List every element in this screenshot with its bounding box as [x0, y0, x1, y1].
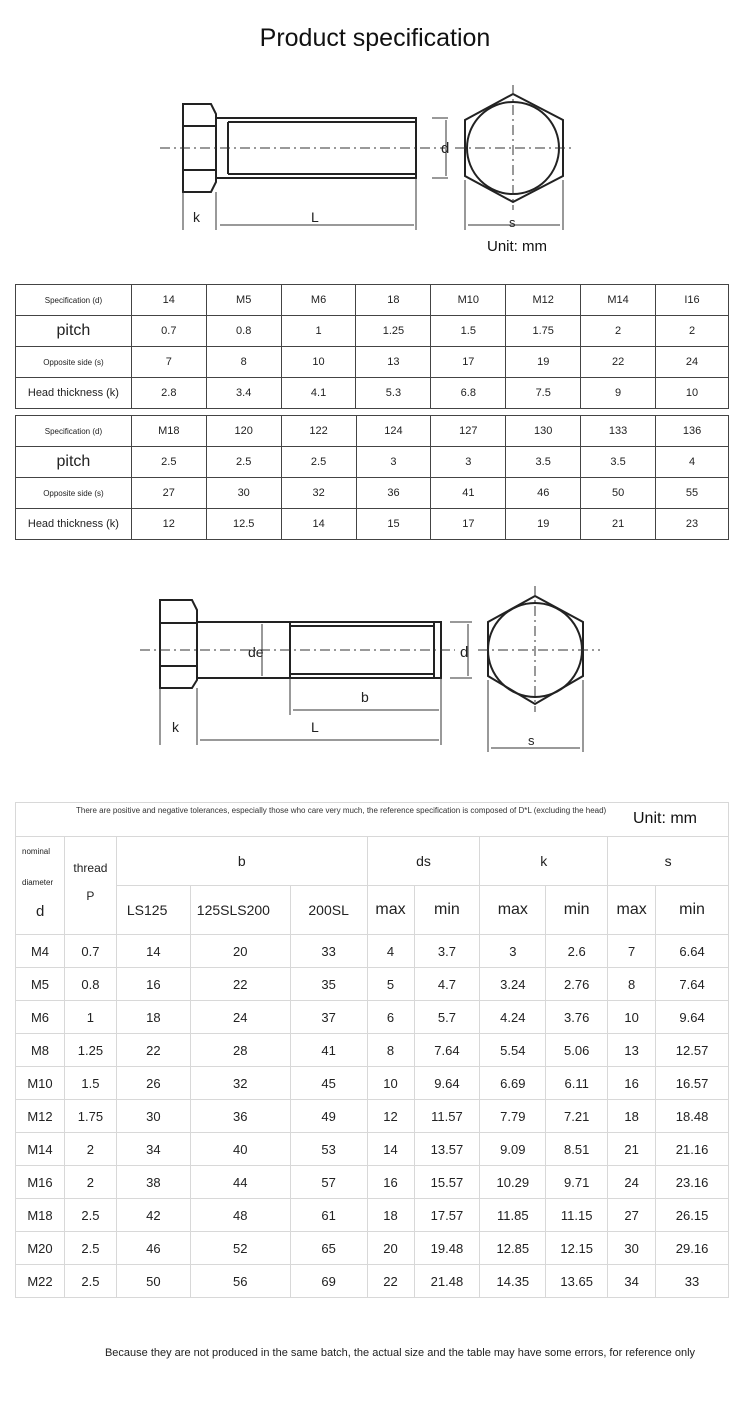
- table-cell: 3.7: [414, 935, 480, 968]
- k-header: k: [480, 837, 608, 886]
- d2-label: d: [460, 644, 469, 661]
- table-cell: 22: [581, 347, 656, 378]
- row-label: pitch: [16, 316, 132, 347]
- table-cell: 5.7: [414, 1001, 480, 1034]
- table-cell: 42: [116, 1199, 190, 1232]
- table-cell: 41: [290, 1034, 367, 1067]
- table-cell: M20: [16, 1232, 65, 1265]
- table-cell: 3.24: [480, 968, 546, 1001]
- table-row: [16, 447, 729, 478]
- table-cell: 6.69: [480, 1067, 546, 1100]
- row-label: Specification (d): [16, 416, 132, 447]
- table-row: [16, 347, 729, 378]
- table-cell: 30: [608, 1232, 656, 1265]
- table-cell: 23: [656, 509, 729, 540]
- table-cell: 2: [64, 1133, 116, 1166]
- table-cell: 12.15: [546, 1232, 608, 1265]
- table-cell: 2.5: [64, 1232, 116, 1265]
- table-cell: 2.5: [206, 447, 281, 478]
- table-cell: 5.54: [480, 1034, 546, 1067]
- bolt-drawing-full-thread: [0, 80, 750, 240]
- table-cell: 1.25: [64, 1034, 116, 1067]
- table-cell: 34: [116, 1133, 190, 1166]
- spec-table-1: [15, 284, 729, 409]
- table-cell: 16: [367, 1166, 414, 1199]
- table-cell: 17: [431, 347, 506, 378]
- table-cell: 9.64: [656, 1001, 729, 1034]
- table-cell: 10: [367, 1067, 414, 1100]
- table-cell: 49: [290, 1100, 367, 1133]
- table-cell: 2.5: [131, 447, 206, 478]
- table-cell: 3: [480, 935, 546, 968]
- table-cell: M16: [16, 1166, 65, 1199]
- table-cell: 10: [608, 1001, 656, 1034]
- dimensions-table: [15, 836, 729, 1298]
- row-label: Specification (d): [16, 285, 132, 316]
- table-cell: 5.3: [356, 378, 431, 409]
- table-cell: 65: [290, 1232, 367, 1265]
- table-cell: 3.5: [581, 447, 656, 478]
- table-cell: 18.48: [656, 1100, 729, 1133]
- table-cell: 133: [581, 416, 656, 447]
- table-cell: 17.57: [414, 1199, 480, 1232]
- table-cell: 36: [356, 478, 431, 509]
- table-cell: 46: [506, 478, 581, 509]
- table-cell: 20: [367, 1232, 414, 1265]
- table-cell: 4.1: [281, 378, 356, 409]
- table-cell: 1.75: [64, 1100, 116, 1133]
- table-cell: M4: [16, 935, 65, 968]
- table-cell: 30: [116, 1100, 190, 1133]
- thread-header: thread P: [64, 837, 116, 935]
- table-cell: 136: [656, 416, 729, 447]
- table-cell: M6: [281, 285, 356, 316]
- table-cell: 41: [431, 478, 506, 509]
- table-cell: 4: [367, 935, 414, 968]
- k2-label: k: [172, 719, 179, 735]
- table-header-row: [16, 837, 729, 886]
- s-label: s: [509, 215, 516, 230]
- table-cell: 35: [290, 968, 367, 1001]
- b-sub-ls125: LS125: [116, 886, 190, 935]
- table-cell: 19: [506, 509, 581, 540]
- table-cell: 8: [367, 1034, 414, 1067]
- table-cell: 127: [431, 416, 506, 447]
- table-cell: 56: [190, 1265, 290, 1298]
- d-label: d: [441, 140, 450, 157]
- table-cell: 2.5: [64, 1265, 116, 1298]
- table-cell: 21: [608, 1133, 656, 1166]
- L2-label: L: [311, 719, 319, 735]
- table-cell: 1.5: [64, 1067, 116, 1100]
- table-cell: 4: [656, 447, 729, 478]
- b-sub-200sl: 200SL: [290, 886, 367, 935]
- table-cell: 2: [64, 1166, 116, 1199]
- table-row: [16, 1232, 729, 1265]
- table-cell: M14: [16, 1133, 65, 1166]
- table-cell: 12: [131, 509, 206, 540]
- table-cell: 5: [367, 968, 414, 1001]
- table-cell: 24: [608, 1166, 656, 1199]
- unit-label: Unit: mm: [487, 238, 547, 255]
- k-label: k: [193, 209, 200, 225]
- table-cell: 2.8: [131, 378, 206, 409]
- table-cell: 19: [506, 347, 581, 378]
- table-cell: M5: [206, 285, 281, 316]
- table-cell: M18: [131, 416, 206, 447]
- table-cell: 52: [190, 1232, 290, 1265]
- table-cell: 48: [190, 1199, 290, 1232]
- table-cell: 57: [290, 1166, 367, 1199]
- table-cell: 13: [356, 347, 431, 378]
- table-cell: 2.76: [546, 968, 608, 1001]
- table-cell: 27: [608, 1199, 656, 1232]
- table-cell: 14: [116, 935, 190, 968]
- de-label: de: [248, 644, 264, 660]
- table-cell: 10: [656, 378, 729, 409]
- table-cell: 2: [656, 316, 729, 347]
- table-cell: 14: [367, 1133, 414, 1166]
- table-cell: 33: [290, 935, 367, 968]
- table-cell: M5: [16, 968, 65, 1001]
- table-cell: 1.25: [356, 316, 431, 347]
- table-row: [16, 1265, 729, 1298]
- table-row: [16, 478, 729, 509]
- b-label: b: [361, 689, 369, 705]
- table-cell: 26: [116, 1067, 190, 1100]
- table-cell: 130: [506, 416, 581, 447]
- table-cell: 19.48: [414, 1232, 480, 1265]
- table-cell: 0.8: [64, 968, 116, 1001]
- table-cell: 10.29: [480, 1166, 546, 1199]
- table-cell: 16: [116, 968, 190, 1001]
- table-cell: 7.79: [480, 1100, 546, 1133]
- table-row: [16, 1133, 729, 1166]
- table-cell: M8: [16, 1034, 65, 1067]
- table-row: [16, 935, 729, 968]
- table-cell: 27: [131, 478, 206, 509]
- table-cell: 9.09: [480, 1133, 546, 1166]
- s-header: s: [608, 837, 729, 886]
- ds-header: ds: [367, 837, 480, 886]
- b-sub-125sls200: 125SLS200: [190, 886, 290, 935]
- table-cell: 22: [190, 968, 290, 1001]
- table-cell: 21.16: [656, 1133, 729, 1166]
- table-cell: 11.57: [414, 1100, 480, 1133]
- table-cell: 50: [581, 478, 656, 509]
- table-cell: 7.5: [506, 378, 581, 409]
- table-cell: 16: [608, 1067, 656, 1100]
- tolerance-note: There are positive and negative tolerances, especially those who care very much, the reference specification is composed of D*L (excluding the head): [76, 806, 607, 815]
- table-cell: 21: [581, 509, 656, 540]
- table-cell: 33: [656, 1265, 729, 1298]
- table-cell: 2.5: [64, 1199, 116, 1232]
- table-cell: 15.57: [414, 1166, 480, 1199]
- table-cell: 6.8: [431, 378, 506, 409]
- table-cell: 7.64: [414, 1034, 480, 1067]
- table-cell: 9: [581, 378, 656, 409]
- table-cell: M6: [16, 1001, 65, 1034]
- table-cell: 0.7: [64, 935, 116, 968]
- table-cell: 8: [608, 968, 656, 1001]
- table-cell: 45: [290, 1067, 367, 1100]
- table-cell: 32: [190, 1067, 290, 1100]
- table-cell: M10: [431, 285, 506, 316]
- table-cell: 38: [116, 1166, 190, 1199]
- table-cell: 7.64: [656, 968, 729, 1001]
- table-cell: 5.06: [546, 1034, 608, 1067]
- table-cell: 55: [656, 478, 729, 509]
- table-row: [16, 1199, 729, 1232]
- table-cell: M18: [16, 1199, 65, 1232]
- table-cell: 2.5: [281, 447, 356, 478]
- table-cell: 3.76: [546, 1001, 608, 1034]
- table-cell: 9.71: [546, 1166, 608, 1199]
- table-cell: 13: [608, 1034, 656, 1067]
- table-cell: 6.11: [546, 1067, 608, 1100]
- table-cell: 7: [131, 347, 206, 378]
- table-cell: 29.16: [656, 1232, 729, 1265]
- table-cell: 32: [281, 478, 356, 509]
- table-row: [16, 378, 729, 409]
- row-label: Head thickness (k): [16, 378, 132, 409]
- table-cell: 12.5: [206, 509, 281, 540]
- table-cell: 1: [281, 316, 356, 347]
- table-cell: 69: [290, 1265, 367, 1298]
- table-cell: 6: [367, 1001, 414, 1034]
- table-cell: 8.51: [546, 1133, 608, 1166]
- table-cell: 14: [281, 509, 356, 540]
- table-cell: 4.7: [414, 968, 480, 1001]
- table-cell: 30: [206, 478, 281, 509]
- table-cell: 3: [431, 447, 506, 478]
- table-cell: 3.5: [506, 447, 581, 478]
- s-max: max: [608, 886, 656, 935]
- table-cell: 1.5: [431, 316, 506, 347]
- table-cell: 14.35: [480, 1265, 546, 1298]
- table-cell: 0.8: [206, 316, 281, 347]
- table-cell: 13.57: [414, 1133, 480, 1166]
- spec-table-2: [15, 415, 729, 540]
- table-cell: 120: [206, 416, 281, 447]
- ds-min: min: [414, 886, 480, 935]
- table-cell: 13.65: [546, 1265, 608, 1298]
- table-cell: 50: [116, 1265, 190, 1298]
- table-cell: 11.15: [546, 1199, 608, 1232]
- table-cell: 124: [356, 416, 431, 447]
- table-row: [16, 1100, 729, 1133]
- b-header: b: [116, 837, 367, 886]
- table-cell: 8: [206, 347, 281, 378]
- table-cell: M12: [506, 285, 581, 316]
- table-cell: 16.57: [656, 1067, 729, 1100]
- table-cell: 18: [608, 1100, 656, 1133]
- table-cell: 7.21: [546, 1100, 608, 1133]
- table-cell: 1.75: [506, 316, 581, 347]
- table-cell: 4.24: [480, 1001, 546, 1034]
- table-cell: 26.15: [656, 1199, 729, 1232]
- table-cell: 10: [281, 347, 356, 378]
- table-cell: 3.4: [206, 378, 281, 409]
- table-cell: 21.48: [414, 1265, 480, 1298]
- page-title: Product specification: [259, 24, 491, 52]
- table-cell: 24: [656, 347, 729, 378]
- table-cell: 28: [190, 1034, 290, 1067]
- table-cell: 6.64: [656, 935, 729, 968]
- k-min: min: [546, 886, 608, 935]
- table-cell: 15: [356, 509, 431, 540]
- table-row: [16, 285, 729, 316]
- table-cell: 2: [581, 316, 656, 347]
- row-label: Opposite side (s): [16, 478, 132, 509]
- table-cell: 22: [116, 1034, 190, 1067]
- L-label: L: [311, 209, 319, 225]
- table-cell: 3: [356, 447, 431, 478]
- table-cell: 17: [431, 509, 506, 540]
- table-cell: 22: [367, 1265, 414, 1298]
- table-subheader-row: [16, 886, 729, 935]
- table-cell: 0.7: [131, 316, 206, 347]
- table-cell: 18: [116, 1001, 190, 1034]
- row-label: pitch: [16, 447, 132, 478]
- table-row: [16, 968, 729, 1001]
- table-cell: 12: [367, 1100, 414, 1133]
- table-cell: M22: [16, 1265, 65, 1298]
- table-cell: M12: [16, 1100, 65, 1133]
- table-cell: 34: [608, 1265, 656, 1298]
- table-cell: 2.6: [546, 935, 608, 968]
- table-cell: 40: [190, 1133, 290, 1166]
- table-cell: 37: [290, 1001, 367, 1034]
- row-label: Opposite side (s): [16, 347, 132, 378]
- table-row: [16, 509, 729, 540]
- table-cell: 20: [190, 935, 290, 968]
- table-cell: I16: [656, 285, 729, 316]
- table-cell: 36: [190, 1100, 290, 1133]
- table-cell: 23.16: [656, 1166, 729, 1199]
- table-row: [16, 1001, 729, 1034]
- ds-max: max: [367, 886, 414, 935]
- table-row: [16, 1166, 729, 1199]
- table-cell: 24: [190, 1001, 290, 1034]
- table-cell: 7: [608, 935, 656, 968]
- table-cell: 61: [290, 1199, 367, 1232]
- row-label: Head thickness (k): [16, 509, 132, 540]
- bolt-drawing-partial-thread: [0, 580, 750, 760]
- table-row: [16, 316, 729, 347]
- table-cell: 12.85: [480, 1232, 546, 1265]
- k-max: max: [480, 886, 546, 935]
- table-cell: 11.85: [480, 1199, 546, 1232]
- table-row: [16, 1067, 729, 1100]
- table-cell: 46: [116, 1232, 190, 1265]
- s2-label: s: [528, 733, 535, 748]
- table-cell: 18: [367, 1199, 414, 1232]
- table-cell: M10: [16, 1067, 65, 1100]
- table-row: [16, 1034, 729, 1067]
- footer-disclaimer: Because they are not produced in the same batch, the actual size and the table may have some errors, for reference only: [104, 1347, 696, 1359]
- table-cell: 18: [356, 285, 431, 316]
- table-row: [16, 416, 729, 447]
- unit-label-2: Unit: mm: [633, 810, 697, 827]
- table-cell: 122: [281, 416, 356, 447]
- table-cell: 53: [290, 1133, 367, 1166]
- table-cell: 9.64: [414, 1067, 480, 1100]
- table-cell: 14: [131, 285, 206, 316]
- table-cell: 1: [64, 1001, 116, 1034]
- table-cell: M14: [581, 285, 656, 316]
- s-min: min: [656, 886, 729, 935]
- table-cell: 12.57: [656, 1034, 729, 1067]
- nominal-diameter-header: nominal diameter d: [16, 837, 65, 935]
- table-cell: 44: [190, 1166, 290, 1199]
